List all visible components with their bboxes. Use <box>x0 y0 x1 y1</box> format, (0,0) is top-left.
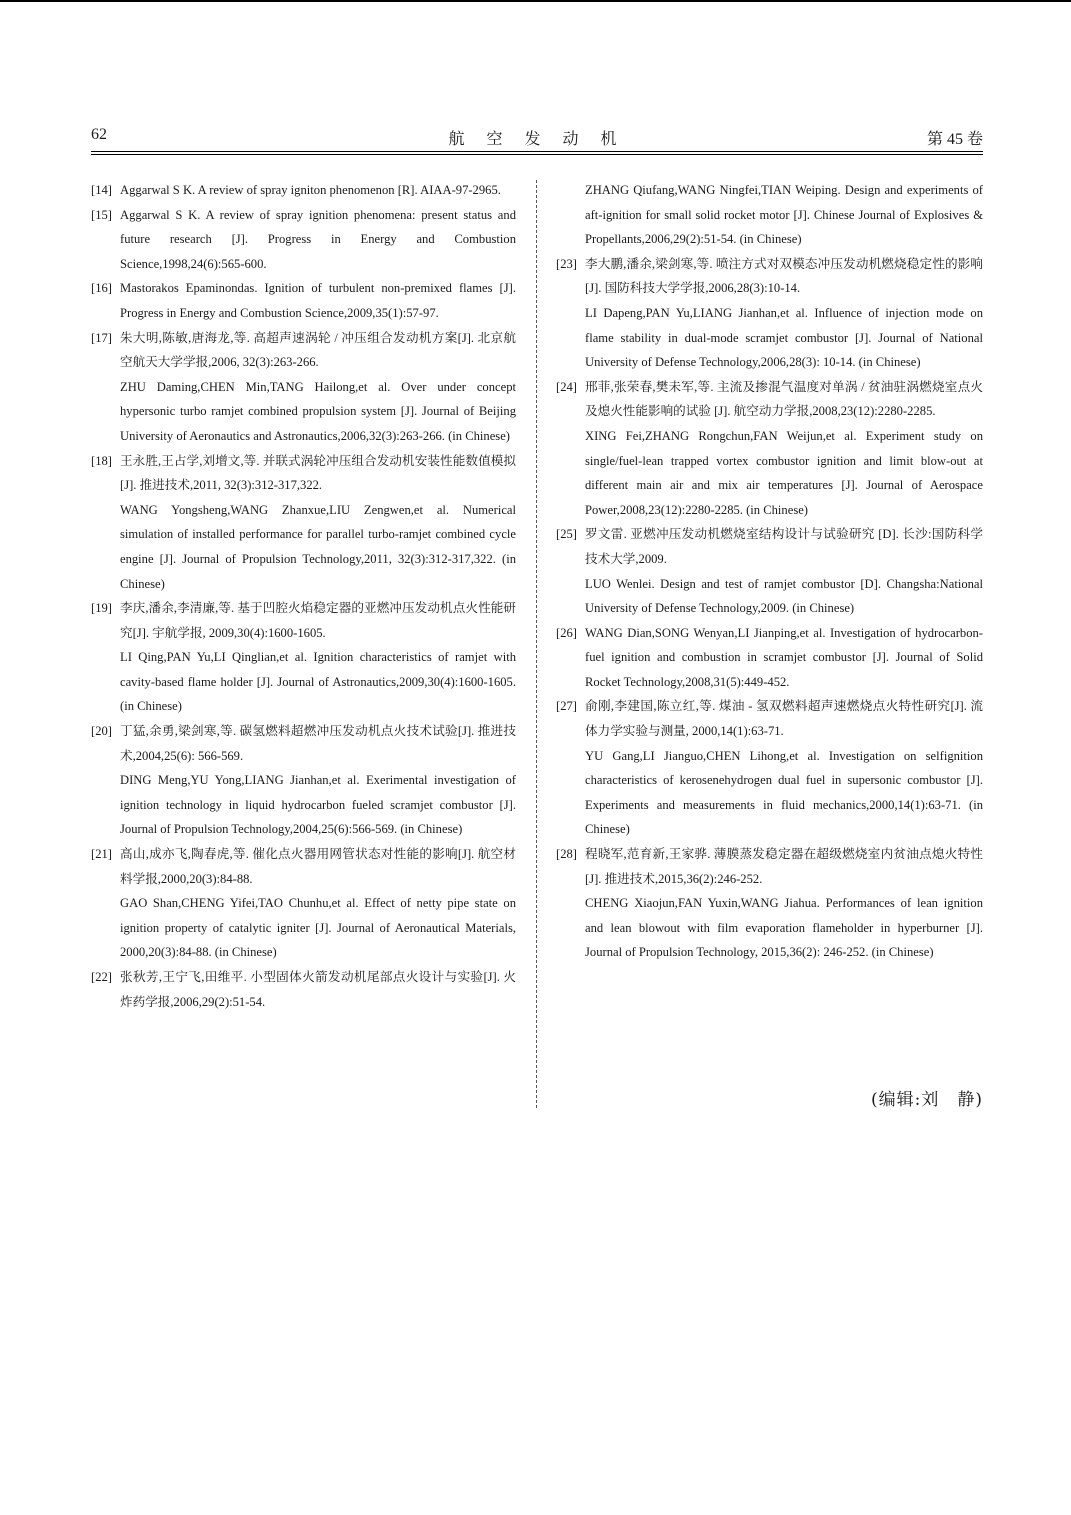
reference-number: [18] <box>91 453 112 468</box>
reference-number: [15] <box>91 207 112 222</box>
reference-text: 邢菲,张荣春,樊未军,等. 主流及掺混气温度对单涡 / 贫油驻涡燃烧室点火及熄火性能影响的试验 [J]. 航空动力学报,2008,23(12):2280-2285. <box>585 379 983 419</box>
reference-item <box>91 842 516 965</box>
journal-title: 航 空 发 动 机 <box>448 131 626 148</box>
reference-number: [19] <box>91 601 112 616</box>
reference-number: [21] <box>91 847 112 862</box>
reference-text: 罗文雷. 亚燃冲压发动机燃烧室结构设计与试验研究 [D]. 长沙:国防科学技术大学,2009. <box>585 527 983 566</box>
reference-text: 李庆,潘余,李清廉,等. 基于凹腔火焰稳定器的亚燃冲压发动机点火性能研究[J]. 宇航学报, 2009,30(4):1600-1605. <box>120 601 516 640</box>
reference-text: Mastorakos Epaminondas. Ignition of turbulent non-premixed flames [J]. Progress in Energy and Combustion Science,2009,35(1):57-97. <box>120 281 516 320</box>
reference-text: LUO Wenlei. Design and test of ramjet combustor [D]. Changsha:National University of Defense Technology,2009. (in Chinese) <box>585 576 983 616</box>
editor-note: (编辑:刘 静) <box>871 1090 983 1110</box>
reference-text: 丁猛,余勇,梁剑寒,等. 碳氢燃料超燃冲压发动机点火技术试验[J]. 推进技术,2004,25(6): 566-569. <box>120 724 516 763</box>
reference-item <box>91 719 516 842</box>
reference-text: LI Qing,PAN Yu,LI Qinglian,et al. Ignition characteristics of ramjet with cavity-based flame holder [J]. Journal of Astronautics,2009,30(4):1600-1605. (in Chinese) <box>120 650 516 714</box>
reference-number: [23] <box>556 256 577 271</box>
header-rule-bottom <box>91 154 983 155</box>
reference-text: ZHU Daming,CHEN Min,TANG Hailong,et al. Over under concept hypersonic turbo ramjet combined propulsion system [J]. Journal of Beijing University of Aeronautics and Astronautics,2006,32(3):263-266. (in Chinese) <box>120 379 516 443</box>
reference-text: LI Dapeng,PAN Yu,LIANG Jianhan,et al. Influence of injection mode on flame stability in dual-mode scramjet combustor [J]. Journal of National University of Defense Technology,2006,28(3): 10-14. (in Chinese) <box>585 305 983 370</box>
reference-text: 高山,成亦飞,陶春虎,等. 催化点火器用网管状态对性能的影响[J]. 航空材料学报,2000,20(3):84-88. <box>120 847 516 886</box>
reference-text: XING Fei,ZHANG Rongchun,FAN Weijun,et al. Experiment study on single/fuel-lean trapped vortex combustor ignition and limit blow-out at different main air and mix air temperatures [J]. Journal of Aerospace Power,2008,23(12):2280-2285. (in Chinese) <box>585 428 983 517</box>
reference-item <box>556 375 983 523</box>
header-rule-top <box>91 151 983 152</box>
reference-number: [17] <box>91 330 112 345</box>
reference-text: WANG Yongsheng,WANG Zhanxue,LIU Zengwen,et al. Numerical simulation of installed performance for parallel turbo-ramjet combined cycle engine [J]. Journal of Propulsion Technology,2011, 32(3):312-317,322. (in Chinese) <box>120 502 516 591</box>
reference-text: 张秋芳,王宁飞,田维平. 小型固体火箭发动机尾部点火设计与实验[J]. 火炸药学报,2006,29(2):51-54. <box>120 970 516 1009</box>
reference-text: CHENG Xiaojun,FAN Yuxin,WANG Jiahua. Performances of lean ignition and lean blowout with film evaporation flameholder in hyperburner [J]. Journal of Propulsion Technology, 2015,36(2): 246-252. (in Chinese) <box>585 896 983 960</box>
reference-item <box>91 203 516 277</box>
reference-text: 程晓军,范育新,王家骅. 薄膜蒸发稳定器在超级燃烧室内贫油点熄火特性[J]. 推进技术,2015,36(2):246-252. <box>585 847 983 886</box>
reference-number: [20] <box>91 724 112 739</box>
reference-item <box>91 596 516 719</box>
reference-number: [16] <box>91 281 112 296</box>
reference-number: [14] <box>91 183 112 197</box>
reference-text: 王永胜,王占学,刘增文,等. 并联式涡轮冲压组合发动机安装性能数值模拟[J]. 推进技术,2011, 32(3):312-317,322. <box>120 453 516 493</box>
reference-continuation: ZHANG Qiufang,WANG Ningfei,TIAN Weiping. Design and experiments of aft-ignition for small solid rocket motor [J]. Chinese Journal of Explosives & Propellants,2006,29(2):51-54. (in Chinese) <box>585 183 983 247</box>
reference-number: [28] <box>556 847 577 862</box>
reference-number: [26] <box>556 625 577 640</box>
reference-text: WANG Dian,SONG Wenyan,LI Jianping,et al. Investigation of hydrocarbon-fuel ignition and combustion in scramjet combustor [J]. Journal of Solid Rocket Technology,2008,31(5):449-452. <box>585 625 983 689</box>
reference-text: Aggarwal S K. A review of spray ignition phenomena: present status and future research [J]. Progress in Energy and Combustion Science,1998,24(6):565-600. <box>120 207 516 271</box>
reference-number: [24] <box>556 379 577 394</box>
reference-number: [22] <box>91 970 112 984</box>
reference-text: DING Meng,YU Yong,LIANG Jianhan,et al. Exerimental investigation of ignition technology in liquid hydrocarbon fueled scramjet combustor [J]. Journal of Propulsion Technology,2004,25(6):566-569. (in Chinese) <box>120 773 516 837</box>
reference-item <box>91 449 516 597</box>
reference-item <box>91 178 516 203</box>
reference-number: [27] <box>556 699 577 714</box>
reference-text: YU Gang,LI Jianguo,CHEN Lihong,et al. Investigation on selfignition characteristics of kerosenehydrogen dual fuel in supersonic combustor [J]. Experiments and measurements in fluid mechanics,2000,14(1):63-71. (in Chinese) <box>585 748 983 837</box>
reference-item <box>556 842 983 965</box>
reference-item <box>91 276 516 325</box>
reference-item <box>91 326 516 449</box>
reference-text: 朱大明,陈敏,唐海龙,等. 高超声速涡轮 / 冲压组合发动机方案[J]. 北京航空航天大学学报,2006, 32(3):263-266. <box>120 330 516 370</box>
references-left-column <box>91 178 516 1014</box>
reference-item <box>556 621 983 695</box>
reference-number: [25] <box>556 527 577 542</box>
reference-text: 李大鹏,潘余,梁剑寒,等. 喷注方式对双模态冲压发动机燃烧稳定性的影响[J]. 国防科技大学学报,2006,28(3):10-14. <box>585 256 983 296</box>
running-header <box>91 126 983 150</box>
reference-item <box>91 965 516 1014</box>
reference-item <box>556 694 983 842</box>
page-top-rule <box>0 0 1071 2</box>
reference-item <box>556 522 983 620</box>
reference-text: GAO Shan,CHENG Yifei,TAO Chunhu,et al. Effect of netty pipe state on ignition property of catalytic igniter [J]. Journal of Aeronautical Materials, 2000,20(3):84-88. (in Chinese) <box>120 896 516 960</box>
reference-text: 俞刚,李建国,陈立红,等. 煤油 - 氢双燃料超声速燃烧点火特性研究[J]. 流体力学实验与测量, 2000,14(1):63-71. <box>585 699 983 739</box>
column-divider <box>536 180 537 1108</box>
reference-text: Aggarwal S K. A review of spray igniton phenomenon [R]. AIAA-97-2965. <box>120 183 501 197</box>
references-right-column <box>556 178 983 965</box>
volume-label: 第 45 卷 <box>926 131 983 148</box>
page-number: 62 <box>91 126 107 143</box>
reference-item <box>556 252 983 375</box>
